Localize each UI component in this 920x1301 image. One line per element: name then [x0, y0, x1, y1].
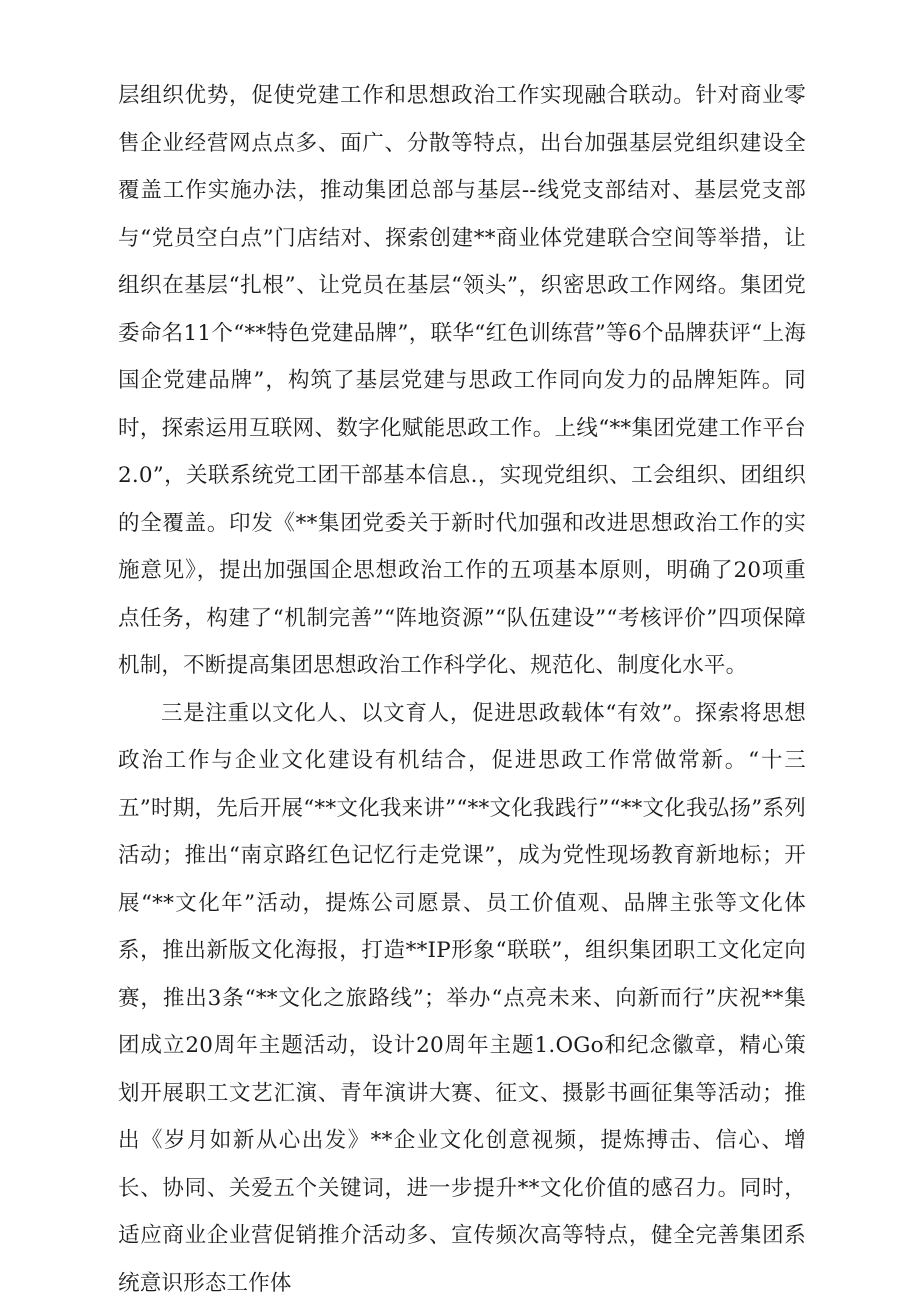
document-body: [118, 72, 806, 1301]
body-paragraph: 层组织优势，促使党建工作和思想政治工作实现融合联动。针对商业零售企业经营网点点多、面广、分散等特点，出台加强基层党组织建设全覆盖工作实施办法，推动集团总部与基层--线党支部结对、基层党支部与“党员空白点”门店结对、探索创建**商业体党建联合空间等举措，让组织在基层“扎根”、让党员在基层“领头”，织密思政工作网络。集团党委命名11个“**特色党建品牌”，联华“红色训练营”等6个品牌获评“上海国企党建品牌”，构筑了基层党建与思政工作同向发力的品牌矩阵。同时，探索运用互联网、数字化赋能思政工作。上线“**集团党建工作平台2.0”，关联系统党工团干部基本信息.，实现党组织、工会组织、团组织的全覆盖。印发《**集团党委关于新时代加强和改进思想政治工作的实施意见》，提出加强国企思想政治工作的五项基本原则，明确了20项重点任务，构建了“机制完善”“阵地资源”“队伍建设”“考核评价”四项保障机制，不断提高集团思想政治工作科学化、规范化、制度化水平。: [118, 83, 806, 678]
body-paragraph: 三是注重以文化人、以文育人，促进思政载体“有效”。探索将思想政治工作与企业文化建设有机结合，促进思政工作常做常新。“十三五”时期，先后开展“**文化我来讲”“**文化我践行”“**文化我弘扬”系列活动；推出“南京路红色记忆行走党课”，成为党性现场教育新地标；开展“**文化年”活动，提炼公司愿景、员工价值观、品牌主张等文化体系，推出新版文化海报，打造**IP形象“联联”，组织集团职工文化定向赛，推出3条“**文化之旅路线”；举办“点亮未来、向新而行”庆祝**集团成立20周年主题活动，设计20周年主题1.OGo和纪念徽章，精心策划开展职工文艺汇演、青年演讲大赛、征文、摄影书画征集等活动；推出《岁月如新从心出发》**企业文化创意视频，提炼搏击、信心、增长、协同、关爱五个关键词，进一步提升**文化价值的感召力。同时，适应商业企业营促销推介活动多、宣传频次高等特点，健全完善集团系统意识形态工作体: [118, 700, 806, 1296]
